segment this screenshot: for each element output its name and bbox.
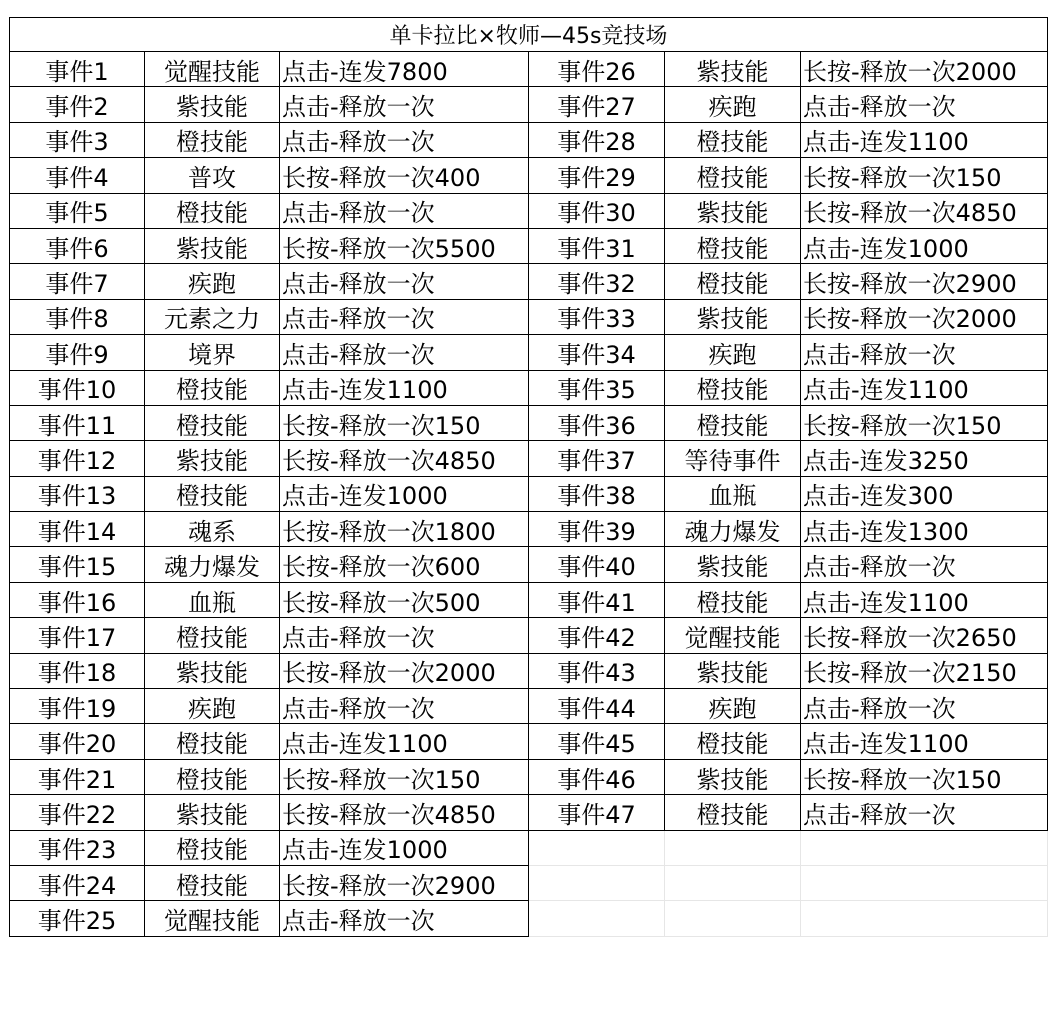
table-row bbox=[529, 795, 1048, 830]
skill-cell: 橙技能 bbox=[665, 123, 801, 158]
action-cell bbox=[801, 901, 1048, 936]
event-cell: 事件11 bbox=[9, 406, 145, 441]
event-cell: 事件8 bbox=[9, 300, 145, 335]
table-row bbox=[529, 406, 1048, 441]
skill-cell: 橙技能 bbox=[665, 795, 801, 830]
event-cell: 事件17 bbox=[9, 618, 145, 653]
action-cell bbox=[801, 831, 1048, 866]
action-cell: 长按-释放一次500 bbox=[280, 583, 529, 618]
table-row bbox=[9, 760, 529, 795]
table-row bbox=[529, 866, 1048, 901]
skill-cell: 魂力爆发 bbox=[145, 547, 280, 582]
skill-cell: 橙技能 bbox=[145, 618, 280, 653]
skill-cell: 紫技能 bbox=[665, 547, 801, 582]
skill-cell: 橙技能 bbox=[145, 123, 280, 158]
table-row bbox=[529, 87, 1048, 122]
action-cell: 点击-连发1100 bbox=[280, 371, 529, 406]
table-row bbox=[529, 618, 1048, 653]
skill-cell: 普攻 bbox=[145, 158, 280, 193]
event-cell: 事件21 bbox=[9, 760, 145, 795]
table-row bbox=[9, 158, 529, 193]
table-row bbox=[529, 724, 1048, 759]
event-cell: 事件7 bbox=[9, 264, 145, 299]
skill-cell: 魂系 bbox=[145, 512, 280, 547]
table-row bbox=[529, 689, 1048, 724]
skill-cell: 橙技能 bbox=[145, 724, 280, 759]
event-cell: 事件45 bbox=[529, 724, 665, 759]
table-row bbox=[9, 547, 529, 582]
event-cell: 事件9 bbox=[9, 335, 145, 370]
table-row bbox=[529, 901, 1048, 936]
table-row bbox=[529, 123, 1048, 158]
action-cell: 点击-连发300 bbox=[801, 477, 1048, 512]
event-cell: 事件42 bbox=[529, 618, 665, 653]
table-row bbox=[9, 87, 529, 122]
event-cell: 事件26 bbox=[529, 52, 665, 87]
table-row bbox=[9, 194, 529, 229]
skill-cell: 觉醒技能 bbox=[145, 52, 280, 87]
table-row bbox=[9, 512, 529, 547]
event-cell: 事件31 bbox=[529, 229, 665, 264]
action-cell: 点击-连发1000 bbox=[280, 831, 529, 866]
table-row bbox=[529, 52, 1048, 87]
event-cell: 事件13 bbox=[9, 477, 145, 512]
skill-cell: 疾跑 bbox=[665, 87, 801, 122]
skill-cell: 紫技能 bbox=[145, 654, 280, 689]
skill-cell: 紫技能 bbox=[665, 300, 801, 335]
table-row bbox=[9, 583, 529, 618]
event-cell: 事件23 bbox=[9, 831, 145, 866]
skill-cell: 紫技能 bbox=[665, 194, 801, 229]
event-cell: 事件40 bbox=[529, 547, 665, 582]
event-cell: 事件3 bbox=[9, 123, 145, 158]
action-cell: 点击-释放一次 bbox=[280, 194, 529, 229]
table-row bbox=[9, 335, 529, 370]
skill-cell: 疾跑 bbox=[145, 689, 280, 724]
event-cell: 事件44 bbox=[529, 689, 665, 724]
skill-cell: 疾跑 bbox=[665, 689, 801, 724]
skill-cell: 等待事件 bbox=[665, 441, 801, 476]
action-cell: 长按-释放一次2000 bbox=[801, 300, 1048, 335]
action-cell: 点击-连发1000 bbox=[801, 229, 1048, 264]
action-cell: 长按-释放一次400 bbox=[280, 158, 529, 193]
action-cell: 点击-释放一次 bbox=[280, 618, 529, 653]
action-cell: 点击-释放一次 bbox=[801, 87, 1048, 122]
skill-cell: 疾跑 bbox=[145, 264, 280, 299]
action-cell: 长按-释放一次150 bbox=[801, 406, 1048, 441]
action-cell: 点击-释放一次 bbox=[280, 300, 529, 335]
event-cell: 事件29 bbox=[529, 158, 665, 193]
action-cell: 点击-连发1100 bbox=[801, 724, 1048, 759]
table-row bbox=[529, 583, 1048, 618]
table-row bbox=[529, 654, 1048, 689]
event-cell: 事件33 bbox=[529, 300, 665, 335]
action-cell: 长按-释放一次4850 bbox=[280, 795, 529, 830]
event-cell: 事件16 bbox=[9, 583, 145, 618]
event-cell: 事件2 bbox=[9, 87, 145, 122]
action-cell: 点击-释放一次 bbox=[280, 123, 529, 158]
table-row bbox=[529, 512, 1048, 547]
event-cell: 事件38 bbox=[529, 477, 665, 512]
skill-cell bbox=[665, 901, 801, 936]
skill-cell: 血瓶 bbox=[665, 477, 801, 512]
skill-cell bbox=[665, 866, 801, 901]
event-cell: 事件22 bbox=[9, 795, 145, 830]
event-cell: 事件24 bbox=[9, 866, 145, 901]
skill-cell: 紫技能 bbox=[145, 87, 280, 122]
table-row bbox=[9, 795, 529, 830]
table-row bbox=[529, 831, 1048, 866]
event-cell: 事件46 bbox=[529, 760, 665, 795]
table-row bbox=[529, 477, 1048, 512]
action-cell: 点击-连发3250 bbox=[801, 441, 1048, 476]
action-cell: 长按-释放一次150 bbox=[801, 158, 1048, 193]
action-cell: 长按-释放一次2000 bbox=[280, 654, 529, 689]
event-cell: 事件30 bbox=[529, 194, 665, 229]
right-event-table bbox=[529, 52, 1048, 937]
action-cell: 长按-释放一次150 bbox=[801, 760, 1048, 795]
action-cell: 长按-释放一次4850 bbox=[280, 441, 529, 476]
action-cell: 点击-释放一次 bbox=[801, 689, 1048, 724]
table-row bbox=[529, 547, 1048, 582]
action-cell: 长按-释放一次2900 bbox=[801, 264, 1048, 299]
table-row bbox=[9, 264, 529, 299]
event-cell: 事件4 bbox=[9, 158, 145, 193]
skill-cell: 橙技能 bbox=[665, 371, 801, 406]
skill-cell: 橙技能 bbox=[665, 264, 801, 299]
action-cell: 点击-连发1100 bbox=[801, 123, 1048, 158]
event-cell bbox=[529, 831, 665, 866]
table-row bbox=[9, 406, 529, 441]
table-row bbox=[529, 335, 1048, 370]
skill-cell: 橙技能 bbox=[665, 406, 801, 441]
event-cell: 事件18 bbox=[9, 654, 145, 689]
table-row bbox=[9, 371, 529, 406]
event-cell: 事件41 bbox=[529, 583, 665, 618]
table-row bbox=[529, 194, 1048, 229]
action-cell: 点击-释放一次 bbox=[280, 901, 529, 936]
event-grid bbox=[9, 52, 1048, 937]
event-cell: 事件39 bbox=[529, 512, 665, 547]
event-cell: 事件32 bbox=[529, 264, 665, 299]
skill-cell: 橙技能 bbox=[145, 371, 280, 406]
action-cell: 长按-释放一次2650 bbox=[801, 618, 1048, 653]
action-cell: 点击-释放一次 bbox=[280, 264, 529, 299]
skill-cell: 元素之力 bbox=[145, 300, 280, 335]
table-row bbox=[529, 300, 1048, 335]
skill-cell: 橙技能 bbox=[145, 477, 280, 512]
event-cell: 事件6 bbox=[9, 229, 145, 264]
skill-cell bbox=[665, 831, 801, 866]
left-event-table bbox=[9, 52, 529, 937]
event-cell: 事件47 bbox=[529, 795, 665, 830]
skill-cell: 橙技能 bbox=[145, 866, 280, 901]
table-row bbox=[9, 477, 529, 512]
action-cell: 点击-连发1100 bbox=[801, 371, 1048, 406]
table-row bbox=[529, 441, 1048, 476]
event-cell: 事件19 bbox=[9, 689, 145, 724]
table-row bbox=[9, 689, 529, 724]
action-cell: 点击-连发1100 bbox=[801, 583, 1048, 618]
event-cell: 事件25 bbox=[9, 901, 145, 936]
skill-cell: 橙技能 bbox=[665, 724, 801, 759]
action-cell: 点击-释放一次 bbox=[280, 335, 529, 370]
skill-cell: 紫技能 bbox=[145, 795, 280, 830]
table-row bbox=[529, 229, 1048, 264]
action-cell: 点击-释放一次 bbox=[801, 335, 1048, 370]
action-cell: 点击-释放一次 bbox=[280, 87, 529, 122]
action-cell: 点击-释放一次 bbox=[280, 689, 529, 724]
event-cell: 事件1 bbox=[9, 52, 145, 87]
sheet-title: 单卡拉比×牧师—45s竞技场 bbox=[9, 17, 1048, 52]
table-row bbox=[9, 901, 529, 936]
table-row bbox=[9, 123, 529, 158]
skill-cell: 橙技能 bbox=[145, 760, 280, 795]
table-row bbox=[529, 264, 1048, 299]
skill-cell: 橙技能 bbox=[145, 831, 280, 866]
action-cell: 点击-连发1300 bbox=[801, 512, 1048, 547]
event-cell: 事件12 bbox=[9, 441, 145, 476]
spreadsheet bbox=[9, 17, 1048, 937]
skill-cell: 橙技能 bbox=[145, 194, 280, 229]
skill-cell: 紫技能 bbox=[665, 654, 801, 689]
table-row bbox=[9, 654, 529, 689]
skill-cell: 疾跑 bbox=[665, 335, 801, 370]
action-cell: 长按-释放一次2150 bbox=[801, 654, 1048, 689]
table-row bbox=[529, 158, 1048, 193]
skill-cell: 觉醒技能 bbox=[145, 901, 280, 936]
action-cell: 长按-释放一次2000 bbox=[801, 52, 1048, 87]
table-row bbox=[9, 724, 529, 759]
skill-cell: 橙技能 bbox=[665, 229, 801, 264]
action-cell: 点击-释放一次 bbox=[801, 547, 1048, 582]
skill-cell: 紫技能 bbox=[665, 52, 801, 87]
event-cell: 事件15 bbox=[9, 547, 145, 582]
event-cell: 事件36 bbox=[529, 406, 665, 441]
skill-cell: 橙技能 bbox=[145, 406, 280, 441]
action-cell: 长按-释放一次600 bbox=[280, 547, 529, 582]
event-cell: 事件37 bbox=[529, 441, 665, 476]
event-cell bbox=[529, 901, 665, 936]
event-cell: 事件5 bbox=[9, 194, 145, 229]
event-cell: 事件28 bbox=[529, 123, 665, 158]
skill-cell: 橙技能 bbox=[665, 583, 801, 618]
event-cell: 事件14 bbox=[9, 512, 145, 547]
skill-cell: 橙技能 bbox=[665, 158, 801, 193]
action-cell: 长按-释放一次1800 bbox=[280, 512, 529, 547]
skill-cell: 魂力爆发 bbox=[665, 512, 801, 547]
action-cell bbox=[801, 866, 1048, 901]
skill-cell: 紫技能 bbox=[665, 760, 801, 795]
table-row bbox=[9, 866, 529, 901]
skill-cell: 血瓶 bbox=[145, 583, 280, 618]
event-cell: 事件35 bbox=[529, 371, 665, 406]
action-cell: 长按-释放一次150 bbox=[280, 760, 529, 795]
event-cell: 事件43 bbox=[529, 654, 665, 689]
table-row bbox=[9, 52, 529, 87]
table-row bbox=[9, 618, 529, 653]
skill-cell: 境界 bbox=[145, 335, 280, 370]
event-cell: 事件27 bbox=[529, 87, 665, 122]
skill-cell: 紫技能 bbox=[145, 229, 280, 264]
event-cell: 事件34 bbox=[529, 335, 665, 370]
action-cell: 点击-连发7800 bbox=[280, 52, 529, 87]
action-cell: 点击-连发1000 bbox=[280, 477, 529, 512]
skill-cell: 觉醒技能 bbox=[665, 618, 801, 653]
table-row bbox=[9, 441, 529, 476]
table-row bbox=[529, 371, 1048, 406]
table-row bbox=[9, 300, 529, 335]
table-row bbox=[529, 760, 1048, 795]
event-cell: 事件10 bbox=[9, 371, 145, 406]
action-cell: 点击-释放一次 bbox=[801, 795, 1048, 830]
event-cell bbox=[529, 866, 665, 901]
action-cell: 点击-连发1100 bbox=[280, 724, 529, 759]
action-cell: 长按-释放一次2900 bbox=[280, 866, 529, 901]
event-cell: 事件20 bbox=[9, 724, 145, 759]
action-cell: 长按-释放一次150 bbox=[280, 406, 529, 441]
action-cell: 长按-释放一次4850 bbox=[801, 194, 1048, 229]
table-row bbox=[9, 831, 529, 866]
action-cell: 长按-释放一次5500 bbox=[280, 229, 529, 264]
table-row bbox=[9, 229, 529, 264]
skill-cell: 紫技能 bbox=[145, 441, 280, 476]
